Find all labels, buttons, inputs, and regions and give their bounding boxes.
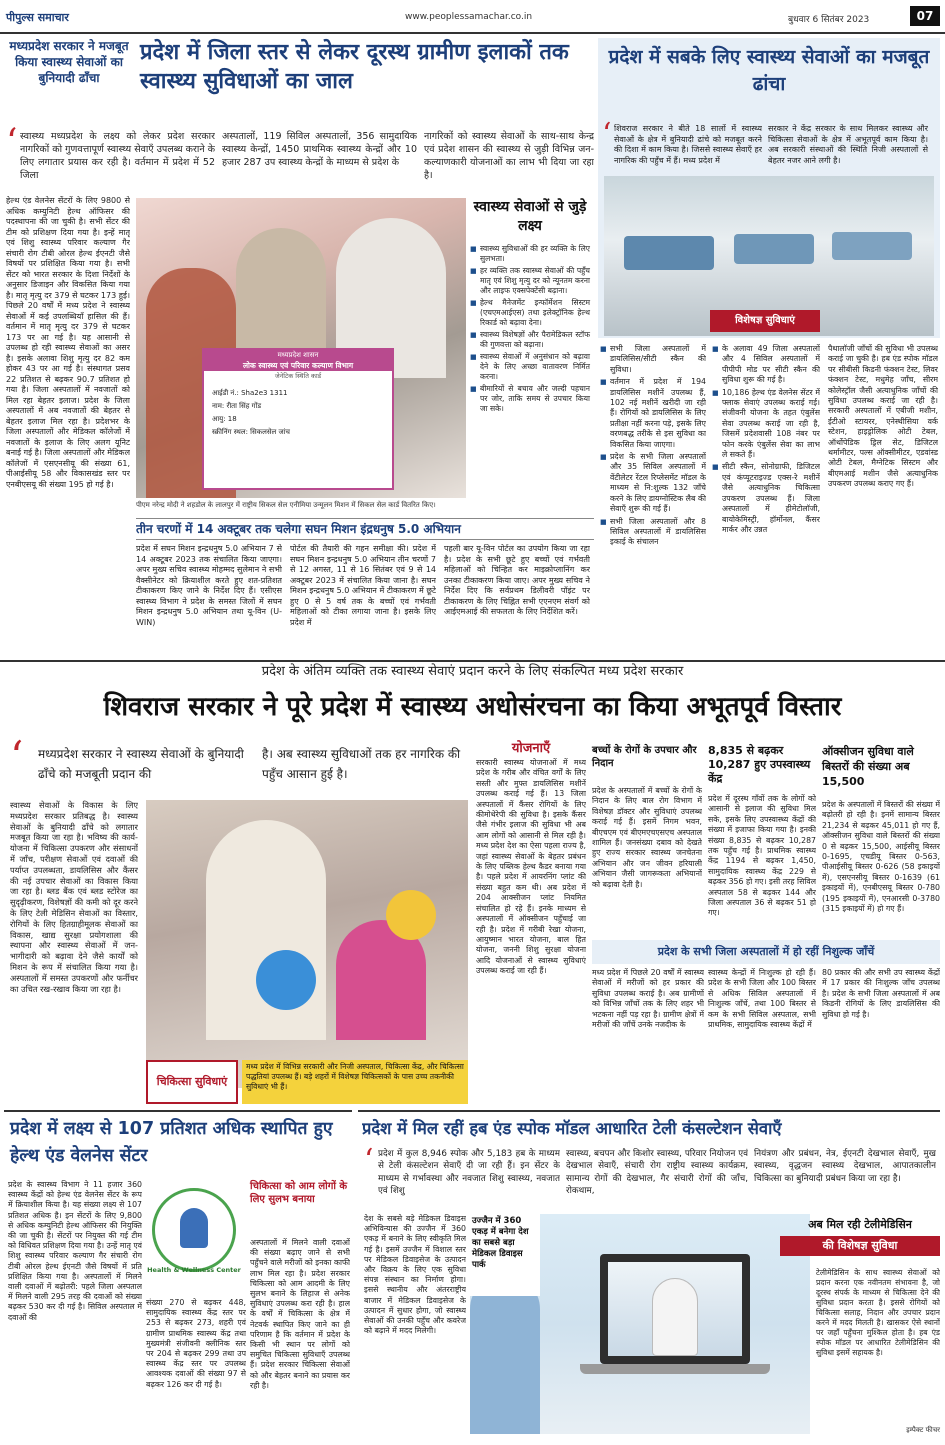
goal-item: ■ बीमारियों से बचाव और जल्दी पहचान पर जोर, ताकि समय से उपचार किया जा सके। <box>470 384 590 414</box>
middle-body: स्वास्थ्य सेवाओं के विकास के लिए मध्यप्रदेश सरकार प्रतिबद्ध है। स्वास्थ्य सेवाओं के बुनियादी ढाँचे को लगातार मजबूत किया जा रहा है। भविष्य की कार्य-योजना में चिकित्सा उपकरण और संसाधनों में जाँच, परीक्षण सेवाओं एवं दवाओं की पर्याप्त उपलब्धता, डायलिसिस और कैंसर की नई उपचार सेवाओं का विकास किया जा रहा है। ब्लड बैंक एवं ब्लड स्टोरेज का सुदृढ़ीकरण, विशेषज्ञों की कमी को दूर करने के लिए टेली मेडिसिन सेवाओं का विस्तार, रोगियों के लिए हितग्राहीमूलक सेवाओं का विकास, खाद्य सुरक्षा प्रयोगशाला की स्थापना और स्वास्थ्य सेवाओं में जन-भागीदारी को बढ़ावा देने जैसे कार्यों को मिशन के रूप में संचालित किया गया है। अस्पतालों में समस्त उपकरणों और फर्नीचर का उचित रख-रखाव किया जा रहा है। <box>10 800 138 994</box>
top-right-col-1 <box>600 344 706 654</box>
facility-item: ■ वर्तमान में प्रदेश में 194 डायलिसिस मशीनें उपलब्ध हैं, 102 नई मशीनें खरीदी जा रही हैं। रोगियों को डायलिसिस के लिए प्रतीक्षा नहीं करना पड़े, इसके लिए वरणबद्ध तरीके से इस सुविधा का विकसित किया जाएगा। <box>600 377 706 450</box>
top-left-headline: प्रदेश में जिला स्तर से लेकर दूरस्थ ग्रामीण इलाकों तक स्वास्थ्य सुविधाओं का जाल <box>140 40 569 94</box>
goal-item: ■ हेल्थ मैनेजमेंट इन्फॉर्मेशन सिस्टम (एचएमआईएस) तथा इलेक्ट्रॉनिक हेल्थ रिकार्ड को बढ़ावा देना। <box>470 298 590 328</box>
laptop-base <box>580 1364 770 1374</box>
tele-title-line-2: की विशेषज्ञ सुविधा <box>780 1236 940 1256</box>
telemedicine-title <box>780 1216 940 1264</box>
quote-mark-icon-2: ‘ <box>602 117 612 152</box>
quote-mark-icon-3: ‘ <box>10 732 24 781</box>
health-wellness-logo <box>146 1182 242 1282</box>
banner-kicker: प्रदेश के अंतिम व्यक्ति तक स्वास्थ्य सेवाएं प्रदान करने के लिए संकल्पित मध्य प्रदेश सरकार <box>0 660 945 682</box>
middle-intro-1: मध्यप्रदेश सरकार ने स्वास्थ्य सेवाओं के बुनियादी ढाँचे को मजबूती प्रदान की <box>38 747 244 781</box>
kids-body: प्रदेश के अस्पतालों में बच्चों के रोगों के निदान के लिए बाल रोग विभाग में विशेषज्ञ डॉक्टर और सुविधाएं उपलब्ध कराई गई हैं। इसमें निगम भवन, बीएचएम एवं बीएमएचएसएच अस्पताल शामिल हैं। जनसंख्या दबाव को देखते हुए राज्य सरकार स्वास्थ्य जनचेतना अभियान और जन जीवन हरियाली अभियान जैसी जागरूकता अभियानों को बढ़ावा देती है। <box>592 786 702 889</box>
top-right-headline: प्रदेश में सबके लिए स्वास्थ्य सेवाओं का मजबूत ढांचा <box>608 46 930 95</box>
facility-item: ■ सभी जिला अस्पतालों और 8 सिविल अस्पतालों में डायलिसिस इकाई के संचालन <box>600 517 706 548</box>
goal-item: ■ हर व्यक्ति तक स्वास्थ्य सेवाओं की पहुँच मातृ एवं शिशु मृत्यु दर को न्यूनतम करना और लाइफ एक्सपेक्टेंसी बढ़ाना। <box>470 266 590 296</box>
facility-item: ■ सभी जिला अस्पतालों में डायलिसिस/सीटी स्कैन की सुविधा। <box>600 344 706 375</box>
bottom-right-intro-1: प्रदेश में कुल 8,946 स्पोक और 5,183 हब के माध्यम से टेली कंसल्टेशन सेवाएँ दी जा रही हैं। इन सेंटर के माध्यम से गर्भावस्था और नवजात शिशु स्वास्थ्य, नवजात एवं शिशु <box>378 1149 560 1197</box>
top-right-col-3: पैथालॉजी जाँचों की सुविधा भी उपलब्ध कराई जा चुकी है। हब एंड स्पोक मॉडल पर सीबीसी किडनी फंक्शन टेस्ट, लिवर फंक्शन टेस्ट, मधुमेह जाँच, सीरम कोलेस्ट्रॉल जैसी अत्याधुनिक जाँचों की सुविधा उपलब्ध कराई जा रही है। सरकारी अस्पतालों में एबीजी मशीन, ईटीओ स्टायरर, एनेस्थीसिया वर्क स्टेशन, हाइड्रोलिक ओटी टेबल, ऑर्थोपेडिक ड्रिल सेट, डिजिटल थर्मामीटर, पल्स ऑक्सीमीटर, एडवांस्ड ओटी टेबल, मैग्नेटिक सिस्टम और बीएमआई मशीन जैसे अत्याधुनिक उपकरण उपलब्ध कराए गए हैं। <box>828 344 938 489</box>
banner-headline: शिवराज सरकार ने पूरे प्रदेश में स्वास्थ्य अधोसंरचना का किया अभूतपूर्व विस्तार <box>103 692 842 722</box>
facility-item: ■ प्रदेश के सभी जिला अस्पतालों और 35 सिविल अस्पतालों में वेंटीलेटर रेंटल रिप्लेसमेंट मॉडल के माध्यम से नि:शुल्क 132 जाँचे करने के लिए डायग्नोस्टिक लैब की सेवाएँ शुरू की गई हैं। <box>600 452 706 514</box>
card-line-age: आयु: 18 <box>212 415 237 423</box>
goal-item: ■ स्वास्थ्य सेवाओं में अनुसंधान को बढ़ावा देने के लिए अच्छा वातावरण निर्मित करना। <box>470 352 590 382</box>
mission-col-1: प्रदेश में सघन मिशन इन्द्रधनुष 5.0 अभियान 7 से 14 अक्टूबर 2023 तक संचालित किया जाएगा। अपर मुख्य सचिव स्वास्थ्य मोहम्मद सुलेमान ने सभी वैक्सीनेटर को क्रियाशील करते हुए शत-प्रतिशत टीकाकरण किए जाने के निर्देश दिए हैं। एसीएस स्वास्थ्य विभाग ने प्रदेश के समस्त जिलों में सघन मिशन इन्द्रधनुष 5.0 अभियान तथा यू-विन (U-WIN) <box>136 544 282 627</box>
free-tests-title-bar: प्रदेश के सभी जिला अस्पतालों में हो रहीं निशुल्क जाँचें <box>592 940 940 964</box>
telemedicine-photo <box>470 1214 810 1434</box>
kids-title: बच्चों के रोगों के उपचार और निदान <box>592 745 697 769</box>
photo-label-specialist: विशेषज्ञ सुविधाएं <box>710 310 820 332</box>
mission-col-3: पहली बार यू-विन पोर्टल का उपयोग किया जा रहा है। प्रदेश के सभी छूटे हुए बच्चों एवं गर्भवती महिलाओं को चिन्हित कर माइक्रोप्लानिंग कर उनका टीकाकरण किया जाए। अपर मुख्य सचिव ने निर्देश दिए कि सर्वप्रथम डिलीवरी पॉइंट पर टीकाकरण के लिए चिह्नित सभी एएनएम संवर्ग को आईएमआई की सफलता के लिए निर्देशित करें। <box>444 544 590 616</box>
middle-intro-2: है। अब स्वास्थ्य सुविधाओं तक हर नागरिक की पहुँच आसान हुई है। <box>262 747 461 781</box>
top-left-kicker: मध्यप्रदेश सरकार ने मजबूत किया स्वास्थ्य सेवाओं का बुनियादी ढाँचा <box>9 39 129 85</box>
goal-item: ■ स्वास्थ्य सुविधाओं की हर व्यक्ति के लिए सुलभता। <box>470 244 590 264</box>
goals-title: स्वास्थ्य सेवाओं से जुड़े लक्ष्य <box>473 199 587 234</box>
facility-item: ■ के अलावा 49 जिला अस्पतालों और 4 सिविल अस्पतालों में पीपीपी मोड पर सीटी स्कैन की सुविधा शुरू की गई है। <box>712 344 820 386</box>
schemes-title: योजनाएँ <box>511 741 551 756</box>
top-left-intro-1: स्वास्थ्य मध्यप्रदेश के लक्ष्य को लेकर प्रदेश सरकार नागरिकों को गुणवत्तापूर्ण स्वास्थ्य सेवाएँ उपलब्ध कराने के लिए लगातार प्रयास कर रही है। वर्तमान में प्रदेश में 52 जिला <box>20 131 215 181</box>
sickle-cell-card <box>202 348 394 490</box>
oxygen-title: ऑक्सीजन सुविधा वाले बिस्तरों की संख्या अब 15,500 <box>822 745 914 788</box>
free-tests-col-2: स्वास्थ्य केन्द्रों में निःशुल्क हो रही हैं। प्रदेश के सभी जिला और 100 बिस्तर से अधिक सिविल अस्पतालों में निःशुल्क जाँचें, तथा 100 बिस्तर से कम के सभी सिविल अस्पताल, सभी प्राथमिक, सामुदायिक स्वास्थ्य केंद्रों में <box>708 968 816 1030</box>
top-right-intro-1: शिवराज सरकार ने बीते 18 सालों में स्वास्थ्य सेवाओं के क्षेत्र में बुनियादी ढांचे को मजबूत करने की दिशा में काम किया है। जिससे स्वास्थ्य सेवाएँ हर नागरिक की पहुँच में हैं। मध्य प्रदेश में <box>614 124 762 165</box>
quote-mark-icon: ‘ <box>6 122 18 163</box>
impact-feature-credit: इम्पैक्ट फीचर <box>906 1426 940 1434</box>
free-tests-col-1: मध्य प्रदेश में पिछले 20 वर्षों में स्वास्थ्य सेवाओं में मरीजों को हर प्रकार की सुविधा उपलब्ध कराई है। अब ग्रामीणों को विभिन्न जाँचों तक के लिए शहर भी भटकना नहीं पड़ रहा है। ग्रामीण क्षेत्रों में मरीजों की जाँचें उनके नजदीक के <box>592 968 704 1030</box>
top-left-body-column: हेल्थ एंड वेलनेस सेंटरों के लिए 9800 से अधिक कम्युनिटी हेल्थ ऑफिसर की पदस्थापना की जा चुकी है। सभी सेंटर की टीम को प्रशिक्षण दिया गया है। इन्हें मातृ एवं शिशु स्वास्थ्य परिवार कल्याण गैर संचारी रोग टीबी ओरल हेल्थ ईएनटी जैसे विषयों पर प्रशिक्षित किया गया है। सभी सेंटर को भारत सरकार के दिशा निर्देशों के अनुसार डिजाइन और विकसित किया गया है। मातृ मृत्यु दर 379 से घटकर 173 हुई। पिछले 20 वर्षों में मध्य प्रदेश ने स्वास्थ्य सेवाओं में कई उपलब्धियाँ हासिल की हैं। वर्तमान में मातृ मृत्यु दर 379 से घटकर 173 पर आ गई है। यह आसानी से उपलब्ध हो रही स्वास्थ्य सेवाओं का असर है। इसके अलावा शिशु मृत्यु दर 82 कम होकर 43 पर आ गई है। संस्थागत प्रसव 22 प्रतिशत से बढ़कर 90.7 प्रतिशत हो गया है। जिला अस्पतालों में नवजातों को मिल रहा बेहतर इलाज। प्रदेश के जिला अस्पतालों में अब नवजातों की बेहतर से बेहतर इलाज मिल रहा है। प्रदेशभर के जिला अस्पतालों और मेडिकल कॉलेजों में नवजातों के इलाज के लिए अलग यूनिट बनाई गई है। जिला अस्पतालों और मेडिकल कॉलेजों में एसएनसीयू की संख्या 61, पीआईसीयू 58 और विकासखंड स्तर पर एनबीएसयू की संख्या 195 हो गई है। <box>6 196 130 489</box>
bottom-right-headline: प्रदेश में मिल रहीं हब एंड स्पोक मॉडल आधारित टेली कंसल्टेशन सेवाएँ <box>362 1119 782 1138</box>
hospital-bed-1 <box>624 236 714 270</box>
person-figure-cm <box>206 820 326 1040</box>
pm-photo-caption: पीएम नरेन्द्र मोदी ने शहडोल के लालपुर में राष्ट्रीय सिकल सेल एनीमिया उन्मूलन मिशन में सिकल सेल कार्ड वितरित किए। <box>136 501 436 509</box>
bottom-left-body-2: संख्या 270 से बढ़कर 448, सामुदायिक स्वास्थ्य केंद्र स्तर पर 253 से बढ़कर 273, शहरी एवं ग्रामीण प्राथमिक स्वास्थ्य केंद्र तथा मुख्यमंत्री संजीवनी क्लीनिक स्तर पर 204 से बढ़कर 299 तथा उप स्वास्थ्य केंद्र स्तर पर उपलब्ध आवश्यक दवाओं की संख्या 97 से बढ़कर 126 कर दी गई है। <box>146 1298 246 1389</box>
laptop-screen <box>600 1254 750 1364</box>
park-label: उज्जैन में 360 एकड़ में बनेगा देश का सबसे बड़ा मेडिकल डिवाइस पार्क <box>470 1214 540 1296</box>
subcentres-title: 8,835 से बढ़कर 10,287 हुए उपस्वास्थ्य केंद्र <box>708 744 811 785</box>
masthead <box>0 0 945 34</box>
bottom-left-headline: प्रदेश में लक्ष्य से 107 प्रतिशत अधिक स्थापित हुए हेल्थ एंड वेलनेस सेंटर <box>10 1119 333 1166</box>
patient-figure <box>470 1274 540 1434</box>
card-dept: लोक स्वास्थ्य एवं परिवार कल्याण विभाग <box>204 360 392 371</box>
wellness-figure-icon <box>180 1208 208 1248</box>
top-right-col-2 <box>712 344 820 654</box>
hospital-ward-photo <box>604 176 934 336</box>
cm-polio-drops-photo <box>146 800 468 1088</box>
photo-label-medical: चिकित्सा सुविधाएं <box>146 1060 238 1104</box>
facility-item: ■ 10,186 हेल्थ एंड वेलनेस सेंटर में फ्लाक सेवाएं उपलब्ध कराई गई। संजीवनी योजना के तहत एंबुलेंस सेवा उपलब्ध कराई जा रही है, जिसमें प्रदेशवासी 108 नंबर पर फोन करके एंबुलेंस सेवा का लाभ ले सकते हैं। <box>712 388 820 461</box>
subcentres-body: प्रदेश में दूरस्थ गाँवों तक के लोगों को आसानी से इलाज की सुविधा मिल सके, इसके लिए उपस्वास्थ्य केंद्रों की संख्या में इजाफा किया गया है। इनकी संख्या 8,835 से बढ़कर 10,287 तक पहुँच गई है। प्राथमिक स्वास्थ्य केंद्र 1194 से बढ़कर 1,450, सामुदायिक स्वास्थ्य केंद्र 229 से बढ़कर 356 हो गए। इसी तरह सिविल अस्पताल 58 से बढ़कर 144 और जिला अस्पताल 36 से बढ़कर 51 हो गए। <box>708 794 816 918</box>
oxygen-body: प्रदेश के अस्पतालों में बिस्तरों की संख्या में बढ़ोतरी हो रही है। इनमें सामान्य बिस्तर 21,234 से बढ़कर 45,011 हो गए हैं, ऑक्सीजन सुविधा वाले बिस्तरों की संख्या 0 से बढ़कर 15,500, आईसीयू बिस्तर 0-1695, एचडीयू बिस्तर 0-563, पीआईसीयू बिस्तर 0-626 (58 इकाइयों में), एसएनसीयू बिस्तर 0-1639 (61 इकाइयों में), एनबीएसयू बिस्तर 0-780 (195 इकाइयों में), एनआरसी 0-3780 (315 इकाइयों में) हो गए हैं। <box>822 800 940 914</box>
wellness-logo-text: Health & Wellness Center <box>147 1266 241 1274</box>
site-url: www.peoplessamachar.co.in <box>405 12 533 22</box>
mission-headline: तीन चरणों में 14 अक्टूबर तक चलेगा सघन मिशन इंद्रधनुष 5.0 अभियान <box>136 518 594 540</box>
top-left-intro-3: नागरिकों को स्वास्थ्य सेवाओं के साथ-साथ केन्द्र एवं प्रदेश शासन की स्वास्थ्य से जुड़ी विभिन्न जन-कल्याणकारी योजनाओं का लाभ भी दिया जा रहा है। <box>424 131 594 181</box>
balloon-blue <box>256 950 316 1010</box>
balloon-yellow <box>386 890 436 940</box>
facility-item: ■ सीटी स्कैन, सोनोग्राफी, डिजिटल एवं कंप्यूटराइज्ड एक्स-रे मशीनें जैसे अत्याधुनिक चिकित्सा उपकरण उपलब्ध हैं। जिला अस्पतालों में हीमेटोलॉजी, बायोकेमिस्ट्री, हॉर्मोनल, कैंसर मार्कर और उन्नत <box>712 462 820 535</box>
card-line-place: स्क्रीनिंग स्थल: सिकलसेल जांच <box>212 428 290 436</box>
page-number: 07 <box>910 6 940 26</box>
mission-col-2: पोर्टल की तैयारी की गहन समीक्षा की। प्रदेश में सघन मिशन इन्द्रधनुष 5.0 अभियान तीन चरणों 7 से 12 अगस्त, 11 से 16 सितंबर एवं 9 से 14 अक्टूबर 2023 में संचालित किया जाना है। सघन मिशन इन्द्रधनुष 5.0 अभियान में टीकाकरण में छूटे हुए 0 से 5 वर्ष तक के बच्चों एवं गर्भवती महिलाओं को टीका लगाया जाना है। इसके लिए प्रदेश में <box>290 544 436 627</box>
doctor-figure <box>652 1278 698 1356</box>
middle-photo-caption: मध्य प्रदेश में विभिन्न सरकारी और निजी अस्पताल, चिकित्सा केंद्र, और चिकित्सा पद्धतियां उपलब्ध हैं। बड़े शहरों में विशेषज्ञ चिकित्सकों के पास उच्च तकनीकी सुविधाएं भी हैं। <box>242 1060 468 1104</box>
bottom-left-body-1: प्रदेश के स्वास्थ्य विभाग ने 11 हजार 360 स्वास्थ्य केंद्रों को हेल्थ एंड वेलनेस सेंटर के रूप में क्रियाशील किया है। यह संख्या लक्ष्य से 107 प्रतिशत अधिक है। इन सेंटरों के लिए 9,800 से अधिक कम्युनिटी हेल्थ ऑफिसर की नियुक्ति की जा चुकी है। सेंटरों पर नियुक्त की गई टीम को विधिवत प्रशिक्षण दिया गया है। उन्हें मातृ एवं शिशु स्वास्थ्य परिवार कल्याण गैर संचारी रोग टीबी ओरल हेल्थ ईएनटी जैसे विषयों में प्रति प्रशिक्षित किया गया है। अस्पतालों में मिलने वाली दवाओं में बढ़ोतरी: पहले जिला अस्पताल में मिलने वाली 295 तरह की दवाओं को संख्या बढ़कर 530 कर दी गई है। सिविल अस्पताल में दवाओं की <box>8 1180 142 1322</box>
card-line-name: नाम: रीता सिंह गोंड <box>212 402 262 410</box>
quote-mark-icon-4: ‘ <box>364 1143 374 1178</box>
goals-sidebar <box>470 198 590 510</box>
telemedicine-body: टेलीमेडिसिन के साथ स्वास्थ्य सेवाओं को प्रदान करना एक नवीनतम संभावना है, जो दूरस्थ संपर्क के माध्यम से चिकित्सा देने की सुविधा प्रदान करता है। इससे रोगियों को चिकित्सा सलाह, निदान और उपचार प्रदान करने में मदद मिलती है। खासकर ऐसे स्थानों पर जहाँ पहुँचना मुश्किल होता है। हब एंड स्पोक मॉडल पर आधारित टेलीमेडिसिन की सुविधा इसमें सहायक है। <box>816 1268 940 1357</box>
bottom-right-intro-2: स्वास्थ्य, बचपन और किशोर स्वास्थ्य, परिवार नियोजन एवं देखभाल सेवाएँ, संचारी रोग राष्ट्रीय स्वास्थ्य कार्यक्रम, सामान्य रोगों की देखभाल, गैर संचारी रोगों की जाँच, रोकथाम, <box>566 1149 748 1197</box>
card-line-id: आईडी नं.: Sha2e3 1311 <box>212 389 288 397</box>
tele-title-line-1: अब मिल रही टेलीमेडिसिन <box>808 1218 912 1231</box>
pm-sickle-card-photo <box>136 198 466 498</box>
bottom-left-side-body: अस्पतालों में मिलने वाली दवाओं की संख्या बढ़ाए जाने से सभी पहुँचने वाले मरीजों को इनका काफी लाभ मिल रहा है। प्रदेश सरकार चिकित्सा को आम आदमी के लिए सुलभ बनाने के लिहाज से अनेक सुविधाएं उपलब्ध करा रही है। हाल के वर्षों में चिकित्सा के क्षेत्र में नेटवर्क स्थापित किए जाने का ही परिणाम है कि वर्तमान में प्रदेश के किसी भी स्थान पर लोगों को समुचित चिकित्सा सुविधाएँ उपलब्ध हैं। प्रदेश सरकार चिकित्सा सेवाओं को और बेहतर बनाने का प्रयास कर रही है। <box>250 1238 350 1390</box>
brand-logo: पीपुल्स समाचार <box>6 11 69 24</box>
hospital-bed-2 <box>734 234 814 264</box>
hospital-bed-3 <box>832 232 912 260</box>
bottom-left-side-title: चिकित्सा को आम लोगों के लिए सुलभ बनाया <box>250 1181 348 1205</box>
schemes-body: सरकारी स्वास्थ्य योजनाओं में मध्य प्रदेश के गरीब और वंचित वर्गों के लिए सस्ती और मुफ्त डायलिसिस मशीनें उपलब्ध कराई गई हैं। 13 जिला अस्पतालों में कैंसर रोगियों के लिए कीमोथेरेपी की सुविधा है। इसके कैंसर जैसे गंभीर इलाज की सुविधा भी अब आम लोगों को आसानी से मिल रही है। मध्य प्रदेश देश का ऐसा पहला राज्य है, जहां स्वास्थ्य सेवाओं के बेहतर प्रबंधन के लिए पब्लिक हेल्थ कैडर बनाया गया है। पहले प्रदेश में आयरनिंग प्लांट की संख्या बहुत कम थी। अब प्रदेश में 204 आक्सीजन प्लांट नियमित संचालित हो रहे हैं। इनके माध्यम से अस्पतालों में ऑक्सीजन पहुँचाई जा रही है। प्रदेश में गरीबी रेखा योजना, आयुष्मान भारत योजना, बाल हित योजना, जननी शिशु सुरक्षा योजना आदि योजनाओं से स्वास्थ्य सुविधाएं उपलब्ध कराई जा रही हैं। <box>476 758 586 976</box>
top-left-intro-2: अस्पतालों, 119 सिविल अस्पतालों, 356 सामुदायिक स्वास्थ्य केन्द्रों, 1450 प्राथमिक स्वास्थ्य केन्द्रों और 10 हजार 287 उप स्वास्थ्य केन्द्रों के माध्यम से प्रदेश के <box>222 131 417 168</box>
card-header: मध्यप्रदेश शासन <box>204 350 392 360</box>
card-sub: जेनेटिक स्थिति कार्ड <box>274 372 322 380</box>
goals-list <box>470 244 590 414</box>
issue-date: बुधवार 6 सितंबर 2023 <box>788 15 870 25</box>
top-right-intro-2: सरकार ने केंद्र सरकार के साथ मिलकर स्वास्थ्य और चिकित्सा सेवाओं के क्षेत्र में अभूतपूर्व काम किया है। अब सरकारी संस्थाओं की स्थिति निजी अस्पतालों से बेहतर नजर आने लगी है। <box>768 124 928 165</box>
device-park-body: देश के सबसे बड़े मेडिकल डिवाइस अभिविन्यास की उज्जैन में 360 एकड़ में बनाने के लिए स्वीकृति मिल गई है। इसमें उज्जैन में विशाल स्तर पर मेडिकल डिवाइसेज के उत्पादन और विक्रय के लिए एक सुविधा संपन्न संस्थान का निर्माण होगा। इससे स्थानीय और अंतरराष्ट्रीय बाजार में मेडिकल डिवाइसेज के उत्पादन में सुधार होगा, जो स्वास्थ्य सेवाओं की उनकी पहुँच और कवरेज को बढ़ाने में मदद मिलेगी। <box>364 1214 466 1336</box>
free-tests-col-3: 80 प्रकार की और सभी उप स्वास्थ्य केंद्रों में 17 प्रकार की निःशुल्क जाँच उपलब्ध है। प्रदेश के सभी जिला अस्पतालों में अब किडनी रोगियों के लिए डायलिसिस की सुविधा हो गई है। <box>822 968 940 1019</box>
goal-item: ■ स्वास्थ्य विशेषज्ञों और पैरामेडिकल स्टॉफ की गुणवत्ता को बढ़ाना। <box>470 330 590 350</box>
bottom-right-intro-3: नियंत्रण और प्रबंधन, नेत्र, ईएनटी देखभाल सेवाएँ, मुख स्वास्थ्य, वृद्धजन स्वास्थ्य देखभाल, आपातकालीन चिकित्सा का बुनियादी प्रबंधन किया जा रहा है। <box>754 1149 936 1184</box>
